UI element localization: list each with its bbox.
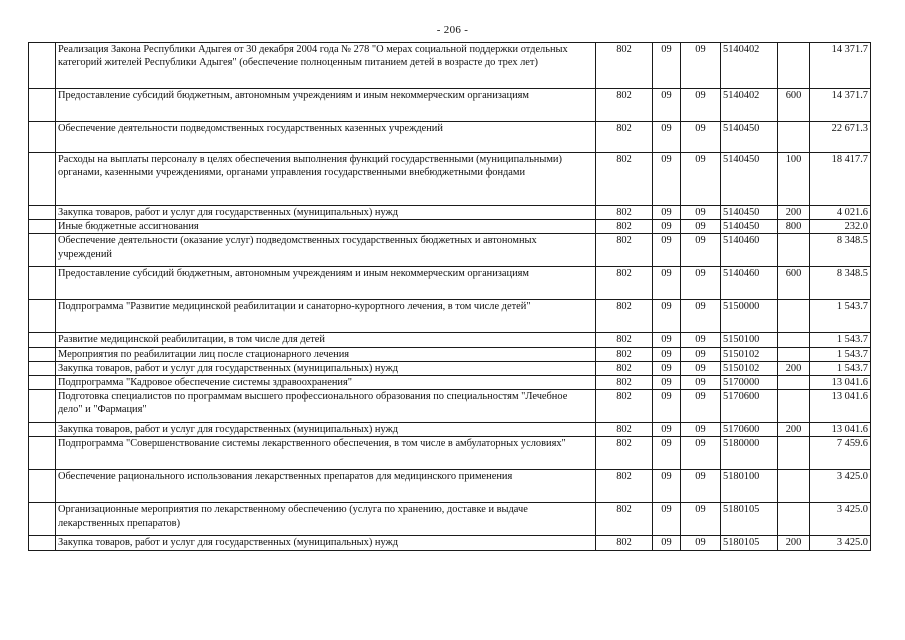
table-row	[29, 43, 871, 89]
row-description: Закупка товаров, работ и услуг для государственных (муниципальных) нужд	[56, 361, 596, 375]
table-row	[29, 206, 871, 220]
row-expense-type-code	[778, 122, 810, 153]
row-amount: 13 041.6	[810, 376, 871, 390]
row-department-code: 802	[596, 503, 653, 536]
row-amount: 3 425.0	[810, 470, 871, 503]
row-target-item-code: 5140460	[721, 267, 778, 300]
row-section-code: 09	[653, 423, 681, 437]
table-row	[29, 390, 871, 423]
row-target-item-code: 5140460	[721, 234, 778, 267]
row-expense-type-code	[778, 300, 810, 333]
row-index-cell	[29, 536, 56, 550]
row-subsection-code: 09	[681, 347, 721, 361]
table-row	[29, 89, 871, 122]
row-section-code: 09	[653, 300, 681, 333]
row-target-item-code: 5140450	[721, 153, 778, 206]
row-description: Расходы на выплаты персоналу в целях обеспечения выполнения функций государственными (муниципальными) органами, казенными учреждениями, органами управления государственными внебюджетными фондами	[56, 153, 596, 206]
table-row	[29, 376, 871, 390]
row-expense-type-code: 200	[778, 423, 810, 437]
row-description: Организационные мероприятия по лекарственному обеспечению (услуга по хранению, доставке и выдаче лекарственных препаратов)	[56, 503, 596, 536]
row-expense-type-code	[778, 43, 810, 89]
budget-table-body	[29, 43, 871, 551]
row-target-item-code: 5140450	[721, 220, 778, 234]
row-expense-type-code	[778, 376, 810, 390]
row-department-code: 802	[596, 206, 653, 220]
row-index-cell	[29, 122, 56, 153]
row-target-item-code: 5180105	[721, 536, 778, 550]
row-expense-type-code: 200	[778, 361, 810, 375]
row-target-item-code: 5140402	[721, 43, 778, 89]
row-expense-type-code	[778, 347, 810, 361]
table-row	[29, 536, 871, 550]
table-row	[29, 361, 871, 375]
row-amount: 3 425.0	[810, 536, 871, 550]
row-description: Закупка товаров, работ и услуг для государственных (муниципальных) нужд	[56, 423, 596, 437]
row-section-code: 09	[653, 437, 681, 470]
row-section-code: 09	[653, 206, 681, 220]
budget-table	[28, 42, 871, 551]
row-description: Предоставление субсидий бюджетным, автономным учреждениям и иным некоммерческим организациям	[56, 267, 596, 300]
row-target-item-code: 5140450	[721, 122, 778, 153]
row-section-code: 09	[653, 536, 681, 550]
row-index-cell	[29, 220, 56, 234]
row-description: Подготовка специалистов по программам высшего профессионального образования по специальностям "Лечебное дело" и "Фармация"	[56, 390, 596, 423]
row-section-code: 09	[653, 122, 681, 153]
row-amount: 1 543.7	[810, 333, 871, 347]
row-amount: 7 459.6	[810, 437, 871, 470]
row-index-cell	[29, 43, 56, 89]
row-description: Предоставление субсидий бюджетным, автономным учреждениям и иным некоммерческим организациям	[56, 89, 596, 122]
row-subsection-code: 09	[681, 333, 721, 347]
row-expense-type-code: 600	[778, 267, 810, 300]
row-department-code: 802	[596, 536, 653, 550]
row-section-code: 09	[653, 503, 681, 536]
row-description: Подпрограмма "Развитие медицинской реабилитации и санаторно-курортного лечения, в том числе детей"	[56, 300, 596, 333]
row-department-code: 802	[596, 234, 653, 267]
row-target-item-code: 5150000	[721, 300, 778, 333]
row-index-cell	[29, 153, 56, 206]
row-amount: 13 041.6	[810, 423, 871, 437]
table-row	[29, 503, 871, 536]
row-section-code: 09	[653, 220, 681, 234]
row-index-cell	[29, 470, 56, 503]
row-expense-type-code	[778, 437, 810, 470]
row-amount: 3 425.0	[810, 503, 871, 536]
row-subsection-code: 09	[681, 267, 721, 300]
row-section-code: 09	[653, 89, 681, 122]
row-target-item-code: 5180105	[721, 503, 778, 536]
table-row	[29, 470, 871, 503]
row-index-cell	[29, 423, 56, 437]
row-section-code: 09	[653, 376, 681, 390]
row-target-item-code: 5140402	[721, 89, 778, 122]
row-subsection-code: 09	[681, 43, 721, 89]
row-index-cell	[29, 503, 56, 536]
row-target-item-code: 5150102	[721, 347, 778, 361]
row-department-code: 802	[596, 376, 653, 390]
row-subsection-code: 09	[681, 122, 721, 153]
row-expense-type-code	[778, 503, 810, 536]
row-amount: 1 543.7	[810, 361, 871, 375]
row-index-cell	[29, 437, 56, 470]
row-amount: 14 371.7	[810, 89, 871, 122]
row-subsection-code: 09	[681, 437, 721, 470]
row-target-item-code: 5180000	[721, 437, 778, 470]
table-row	[29, 437, 871, 470]
row-section-code: 09	[653, 390, 681, 423]
table-row	[29, 300, 871, 333]
row-department-code: 802	[596, 89, 653, 122]
row-section-code: 09	[653, 153, 681, 206]
row-subsection-code: 09	[681, 206, 721, 220]
row-amount: 232.0	[810, 220, 871, 234]
row-section-code: 09	[653, 267, 681, 300]
row-department-code: 802	[596, 470, 653, 503]
row-description: Обеспечение деятельности (оказание услуг) подведомственных государственных бюджетных и автономных учреждений	[56, 234, 596, 267]
row-expense-type-code: 800	[778, 220, 810, 234]
row-description: Закупка товаров, работ и услуг для государственных (муниципальных) нужд	[56, 536, 596, 550]
row-index-cell	[29, 206, 56, 220]
row-department-code: 802	[596, 300, 653, 333]
row-subsection-code: 09	[681, 361, 721, 375]
row-subsection-code: 09	[681, 220, 721, 234]
row-section-code: 09	[653, 470, 681, 503]
row-amount: 8 348.5	[810, 267, 871, 300]
table-row	[29, 220, 871, 234]
row-description: Реализация Закона Республики Адыгея от 30 декабря 2004 года № 278 "О мерах социальной поддержки отдельных категорий жителей Республики Адыгея" (обеспечение полноценным питанием детей в возрасте до трех лет)	[56, 43, 596, 89]
row-description: Подпрограмма "Совершенствование системы лекарственного обеспечения, в том числе в амбулаторных условиях"	[56, 437, 596, 470]
row-amount: 1 543.7	[810, 300, 871, 333]
row-expense-type-code: 200	[778, 206, 810, 220]
row-department-code: 802	[596, 267, 653, 300]
row-department-code: 802	[596, 43, 653, 89]
row-index-cell	[29, 267, 56, 300]
row-description: Иные бюджетные ассигнования	[56, 220, 596, 234]
row-subsection-code: 09	[681, 390, 721, 423]
row-expense-type-code: 200	[778, 536, 810, 550]
row-amount: 22 671.3	[810, 122, 871, 153]
row-index-cell	[29, 347, 56, 361]
row-section-code: 09	[653, 361, 681, 375]
row-department-code: 802	[596, 333, 653, 347]
row-department-code: 802	[596, 347, 653, 361]
page-number: - 206 -	[436, 24, 469, 36]
row-section-code: 09	[653, 333, 681, 347]
row-subsection-code: 09	[681, 89, 721, 122]
row-expense-type-code	[778, 390, 810, 423]
table-row	[29, 153, 871, 206]
row-amount: 1 543.7	[810, 347, 871, 361]
row-index-cell	[29, 376, 56, 390]
row-amount: 14 371.7	[810, 43, 871, 89]
row-target-item-code: 5170000	[721, 376, 778, 390]
row-section-code: 09	[653, 43, 681, 89]
row-index-cell	[29, 300, 56, 333]
row-description: Развитие медицинской реабилитации, в том числе для детей	[56, 333, 596, 347]
row-expense-type-code	[778, 333, 810, 347]
row-expense-type-code	[778, 470, 810, 503]
row-department-code: 802	[596, 423, 653, 437]
row-subsection-code: 09	[681, 503, 721, 536]
table-row	[29, 122, 871, 153]
row-description: Закупка товаров, работ и услуг для государственных (муниципальных) нужд	[56, 206, 596, 220]
table-row	[29, 267, 871, 300]
row-subsection-code: 09	[681, 423, 721, 437]
row-target-item-code: 5140450	[721, 206, 778, 220]
row-expense-type-code	[778, 234, 810, 267]
row-target-item-code: 5180100	[721, 470, 778, 503]
row-description: Подпрограмма "Кадровое обеспечение системы здравоохранения"	[56, 376, 596, 390]
row-amount: 18 417.7	[810, 153, 871, 206]
table-row	[29, 333, 871, 347]
row-description: Обеспечение рационального использования лекарственных препаратов для медицинского применения	[56, 470, 596, 503]
row-index-cell	[29, 234, 56, 267]
table-row	[29, 347, 871, 361]
row-subsection-code: 09	[681, 376, 721, 390]
row-department-code: 802	[596, 390, 653, 423]
row-index-cell	[29, 333, 56, 347]
row-subsection-code: 09	[681, 153, 721, 206]
table-row	[29, 423, 871, 437]
table-row	[29, 234, 871, 267]
row-department-code: 802	[596, 361, 653, 375]
row-expense-type-code: 100	[778, 153, 810, 206]
row-description: Мероприятия по реабилитации лиц после стационарного лечения	[56, 347, 596, 361]
row-department-code: 802	[596, 122, 653, 153]
row-index-cell	[29, 89, 56, 122]
row-description: Обеспечение деятельности подведомственных государственных казенных учреждений	[56, 122, 596, 153]
row-amount: 4 021.6	[810, 206, 871, 220]
row-section-code: 09	[653, 347, 681, 361]
row-target-item-code: 5150100	[721, 333, 778, 347]
row-department-code: 802	[596, 437, 653, 470]
row-amount: 8 348.5	[810, 234, 871, 267]
row-subsection-code: 09	[681, 234, 721, 267]
row-index-cell	[29, 390, 56, 423]
row-target-item-code: 5170600	[721, 423, 778, 437]
row-target-item-code: 5150102	[721, 361, 778, 375]
row-department-code: 802	[596, 153, 653, 206]
row-section-code: 09	[653, 234, 681, 267]
row-department-code: 802	[596, 220, 653, 234]
row-target-item-code: 5170600	[721, 390, 778, 423]
row-amount: 13 041.6	[810, 390, 871, 423]
row-index-cell	[29, 361, 56, 375]
row-subsection-code: 09	[681, 470, 721, 503]
row-expense-type-code: 600	[778, 89, 810, 122]
row-subsection-code: 09	[681, 300, 721, 333]
row-subsection-code: 09	[681, 536, 721, 550]
